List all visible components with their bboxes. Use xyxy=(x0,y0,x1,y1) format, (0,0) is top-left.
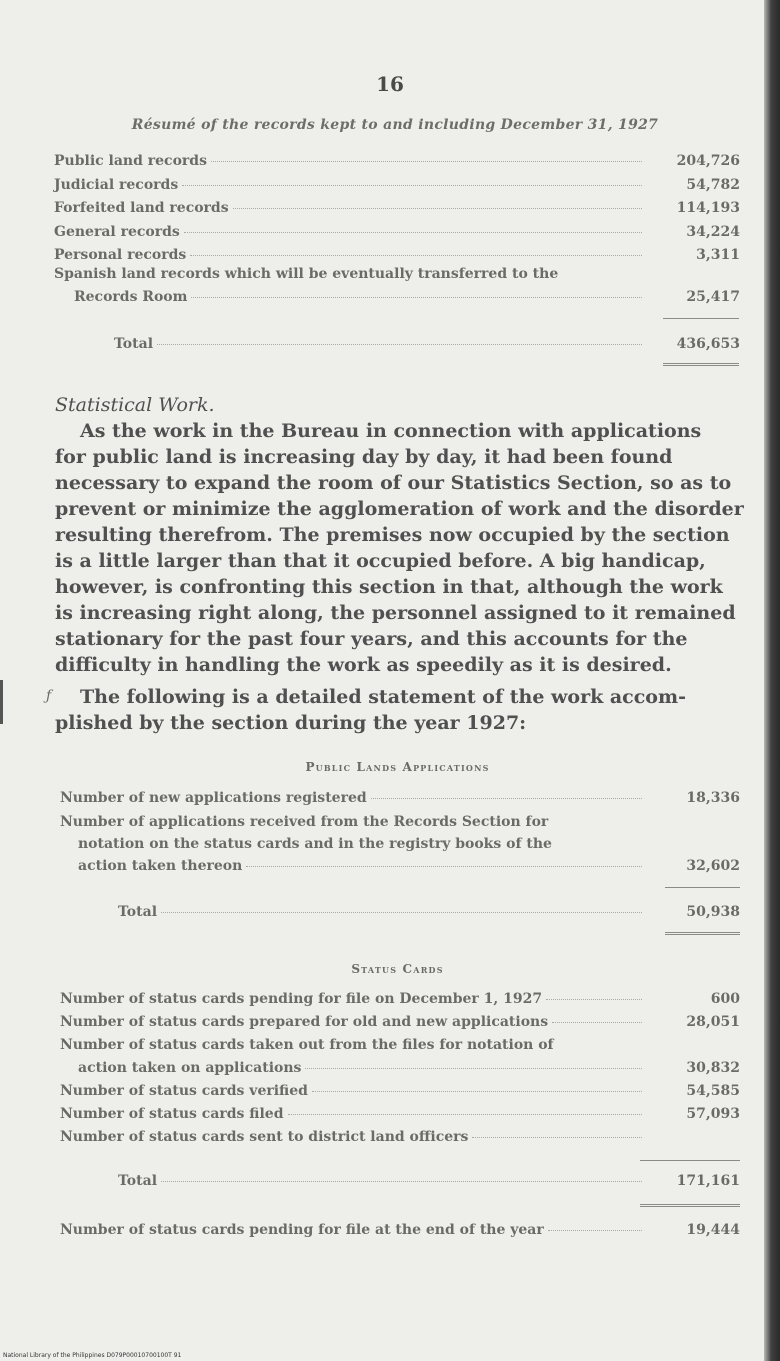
table-row xyxy=(74,289,740,305)
paragraph-line: necessary to expand the room of our Statistics Section, so as to xyxy=(55,472,732,494)
table-row xyxy=(54,200,740,216)
dot-leader xyxy=(552,1022,642,1023)
paragraph-line: As the work in the Bureau in connection with applications xyxy=(80,420,702,442)
total-label: Total xyxy=(114,336,154,352)
row-value: 30,832 xyxy=(686,1060,740,1076)
table-row xyxy=(54,247,740,263)
table-row xyxy=(54,153,740,169)
row-label-line: Spanish land records which will be eventually transferred to the xyxy=(54,266,559,282)
section-heading: Statistical Work. xyxy=(55,394,215,416)
total-double-rule xyxy=(663,363,739,366)
dot-leader xyxy=(190,255,642,256)
row-value: 32,602 xyxy=(686,858,740,874)
table-row xyxy=(60,1014,740,1030)
dot-leader xyxy=(184,232,642,233)
table-row xyxy=(78,858,740,874)
row-value: 114,193 xyxy=(676,200,740,216)
total-row xyxy=(118,1173,740,1189)
paragraph-line: however, is confronting this section in that, although the work xyxy=(55,576,723,598)
row-label: Number of status cards verified xyxy=(60,1083,308,1099)
dot-leader xyxy=(312,1091,642,1092)
margin-mark: ƒ xyxy=(46,688,52,704)
paragraph-line: prevent or minimize the agglomeration of work and the disorder xyxy=(55,498,744,520)
dot-leader xyxy=(211,161,642,162)
dot-leader xyxy=(161,1181,642,1182)
row-label: Number of status cards filed xyxy=(60,1106,284,1122)
total-row xyxy=(118,904,740,920)
row-label: Public land records xyxy=(54,153,207,169)
row-label: action taken thereon xyxy=(78,858,243,874)
table-row xyxy=(60,1106,740,1122)
row-label: Forfeited land records xyxy=(54,200,229,216)
total-value: 50,938 xyxy=(686,904,740,920)
book-spine xyxy=(764,0,780,1361)
table-row xyxy=(54,177,740,193)
page-edge-shadow xyxy=(0,680,3,724)
row-value: 28,051 xyxy=(686,1014,740,1030)
row-label: Judicial records xyxy=(54,177,179,193)
row-label: Number of new applications registered xyxy=(60,790,367,806)
dot-leader xyxy=(191,297,642,298)
dot-leader xyxy=(548,1230,642,1231)
paragraph-line: is increasing right along, the personnel assigned to it remained xyxy=(55,602,736,624)
table-row xyxy=(54,224,740,240)
paragraph-line: for public land is increasing day by day, it had been found xyxy=(55,446,673,468)
row-value: 19,444 xyxy=(686,1222,740,1238)
row-value: 34,224 xyxy=(686,224,740,240)
total-double-rule xyxy=(665,932,740,935)
total-value: 171,161 xyxy=(676,1173,740,1189)
row-label: Personal records xyxy=(54,247,187,263)
total-value: 436,653 xyxy=(676,336,740,352)
row-value: 18,336 xyxy=(686,790,740,806)
paragraph-line: resulting therefrom. The premises now occupied by the section xyxy=(55,524,730,546)
row-label: Number of status cards pending for file at the end of the year xyxy=(60,1222,544,1238)
records-caption: Résumé of the records kept to and including December 31, 1927 xyxy=(131,117,659,133)
dot-leader xyxy=(371,798,642,799)
total-row xyxy=(114,336,740,352)
total-double-rule xyxy=(640,1204,740,1207)
row-label-line: notation on the status cards and in the registry books of the xyxy=(78,836,552,852)
paragraph-line: The following is a detailed statement of the work accom- xyxy=(80,686,686,708)
total-label: Total xyxy=(118,904,158,920)
row-value: 54,782 xyxy=(686,177,740,193)
row-label-line: Number of applications received from the Records Section for xyxy=(60,814,549,830)
row-label: Number of status cards pending for file on December 1, 1927 xyxy=(60,991,543,1007)
row-label: Records Room xyxy=(74,289,188,305)
dot-leader xyxy=(246,866,642,867)
dot-leader xyxy=(472,1137,642,1138)
row-label-line: Number of status cards taken out from the files for notation of xyxy=(60,1037,554,1053)
dot-leader xyxy=(233,208,642,209)
dot-leader xyxy=(305,1068,642,1069)
table-title: Public Lands Applications xyxy=(305,760,490,774)
row-value: 54,585 xyxy=(686,1083,740,1099)
page-number: 16 xyxy=(376,72,404,96)
paragraph-line: is a little larger than that it occupied before. A big handicap, xyxy=(55,550,706,572)
dot-leader xyxy=(546,999,642,1000)
row-label: Number of status cards sent to district land officers xyxy=(60,1129,469,1145)
dot-leader xyxy=(157,344,642,345)
row-label: General records xyxy=(54,224,180,240)
row-label: Number of status cards prepared for old and new applications xyxy=(60,1014,549,1030)
row-value: 204,726 xyxy=(676,153,740,169)
total-label: Total xyxy=(118,1173,158,1189)
row-label: action taken on applications xyxy=(78,1060,302,1076)
row-value: 3,311 xyxy=(696,247,740,263)
row-value: 25,417 xyxy=(686,289,740,305)
paragraph-line: difficulty in handling the work as speedily as it is desired. xyxy=(55,654,672,676)
table-row xyxy=(60,790,740,806)
row-value: 600 xyxy=(710,991,740,1007)
dot-leader xyxy=(182,185,642,186)
sum-rule xyxy=(640,1160,740,1161)
table-row xyxy=(60,1222,740,1238)
table-row xyxy=(60,991,740,1007)
scan-footer: National Library of the Philippines D079P00010700100T 91 xyxy=(3,1352,182,1359)
row-value: 57,093 xyxy=(686,1106,740,1122)
sum-rule xyxy=(665,887,740,888)
paragraph-line: plished by the section during the year 1927: xyxy=(55,712,527,734)
table-row xyxy=(78,1060,740,1076)
table-row xyxy=(60,1083,740,1099)
dot-leader xyxy=(161,912,642,913)
table-row xyxy=(60,1129,740,1145)
paragraph-line: stationary for the past four years, and this accounts for the xyxy=(55,628,688,650)
dot-leader xyxy=(288,1114,642,1115)
table-title: Status Cards xyxy=(351,962,444,976)
sum-rule xyxy=(663,318,739,319)
